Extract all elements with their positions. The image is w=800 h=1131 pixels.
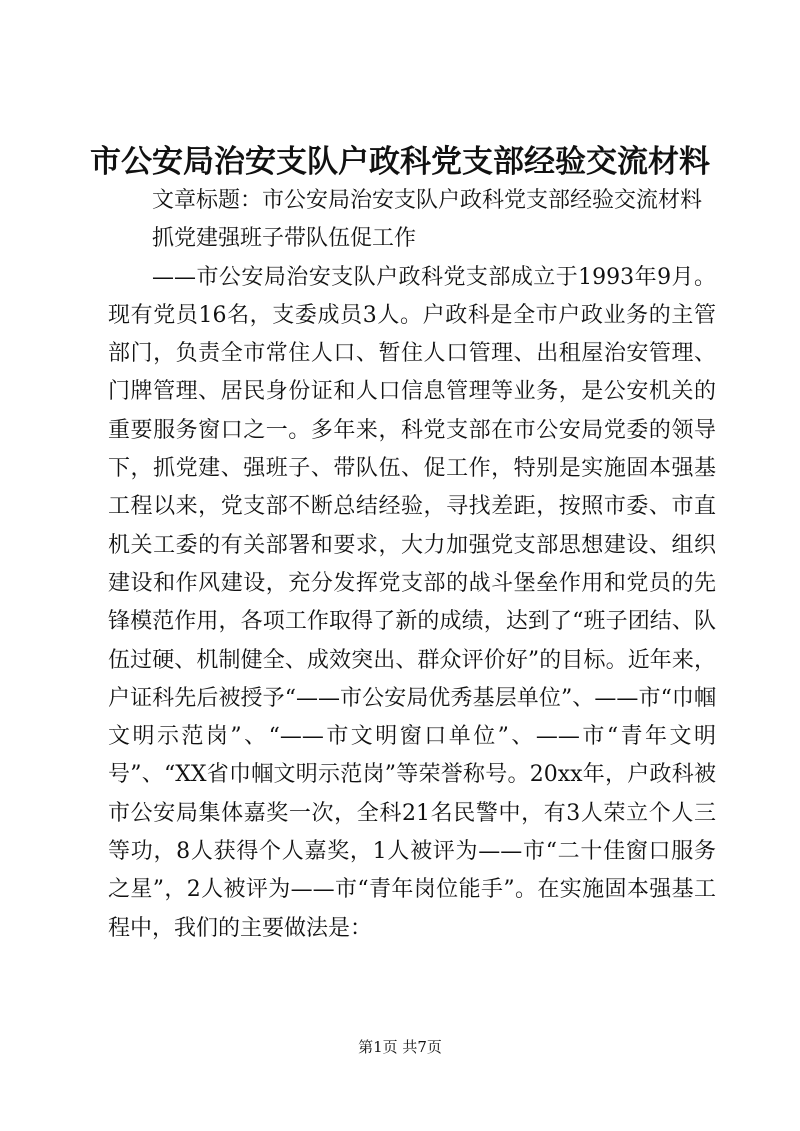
article-title-line: 文章标题：市公安局治安支队户政科党支部经验交流材料 — [152, 188, 703, 213]
body-paragraph: ——市公安局治安支队户政科党支部成立于1993年9月。现有党员16名，支委成员3人。户政科是全市户政业务的主管部门，负责全市常住人口、暂住人口管理、出租屋治安管理、门牌管理、居民身份证和人口信息管理等业务，是公安机关的重要服务窗口之一。多年来，科党支部在市公安局党委的领导下，抓党建、强班子、带队伍、促工作，特别是实施固本强基工程以来，党支部不断总结经验，寻找差距，按照市委、市直机关工委的有关部署和要求，大力加强党支部思想建设、组织建设和作风建设，充分发挥党支部的战斗堡垒作用和党员的先锋模范作用，各项工作取得了新的成绩，达到了“班子团结、队伍过硬、机制健全、成效突出、群众评价好”的目标。近年来，户证科先后被授予“——市公安局优秀基层单位”、——市“巾帼文明示范岗”、“——市文明窗口单位”、——市“青年文明号”、“XX省巾帼文明示范岗”等荣誉称号。20xx年，户政科被市公安局集体嘉奖一次，全科21名民警中，有3人荣立个人三等功，8人获得个人嘉奖，1人被评为——市“二十佳窗口服务之星”，2人被评为——市“青年岗位能手”。在实施固本强基工程中，我们的主要做法是： — [108, 264, 716, 941]
page-footer: 第1页 共7页 — [358, 1038, 442, 1056]
document-title: 市公安局治安支队户政科党支部经验交流材料 — [90, 144, 710, 180]
subtitle-line: 抓党建强班子带队伍促工作 — [152, 226, 417, 252]
document-body — [108, 182, 716, 948]
